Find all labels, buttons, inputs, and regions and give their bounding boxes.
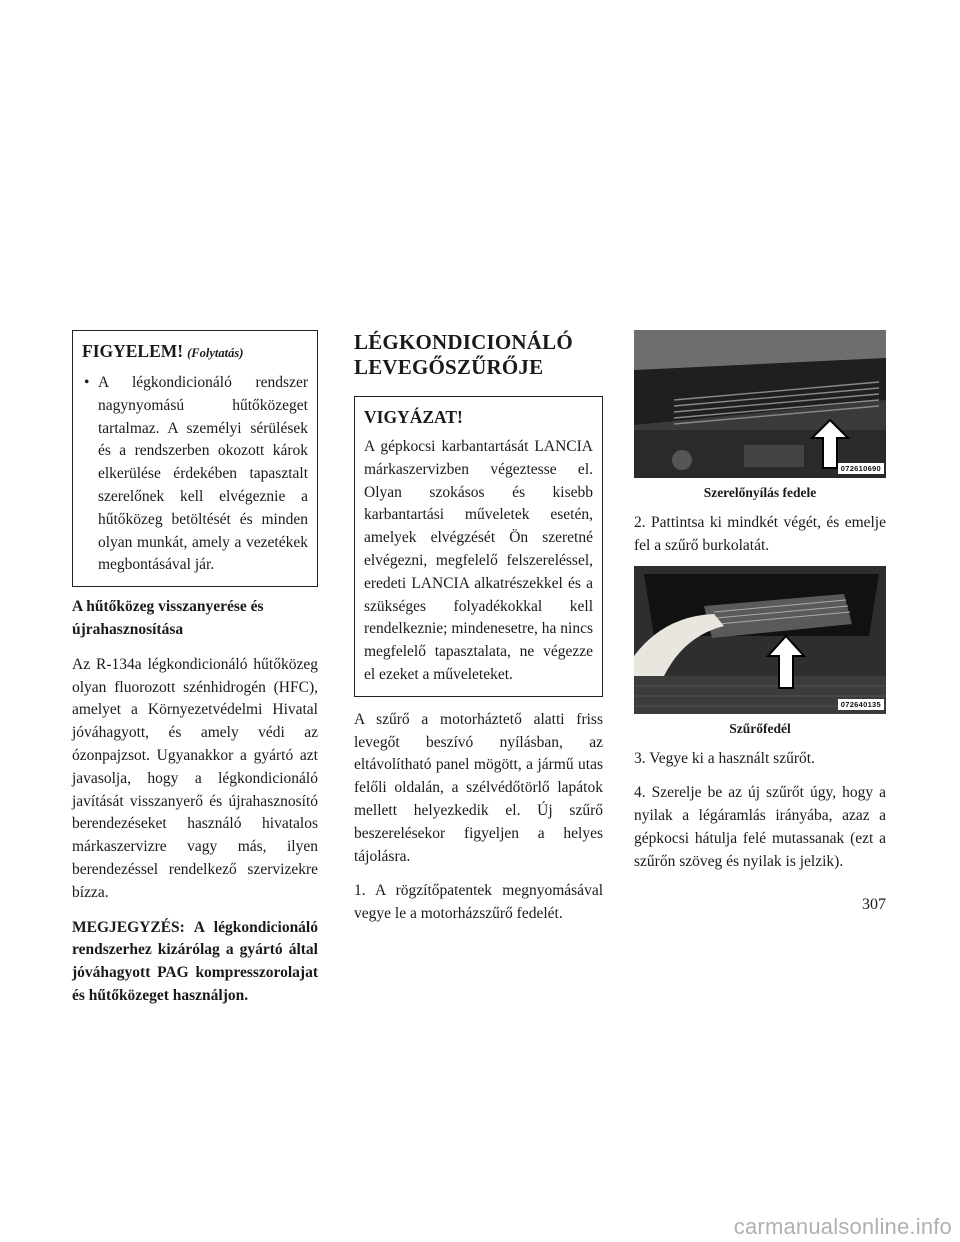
- caution-title: VIGYÁZAT!: [364, 407, 463, 427]
- warning-bullet: [82, 372, 308, 577]
- filter-cover-photo: [634, 566, 886, 714]
- warning-title: [82, 339, 308, 365]
- figure-code: 072610690: [838, 463, 884, 474]
- right-column: [634, 330, 886, 874]
- warning-title-text: FIGYELEM!: [82, 341, 184, 361]
- page-number: 307: [862, 896, 886, 913]
- recovery-note: MEGJEGYZÉS: A légkondicionáló rendszerhez kizárólag a gyártó által jóváhagyott PAG kompresszorolajat és hűtőközeget használjon.: [72, 918, 318, 1004]
- watermark: carmanualsonline.info: [733, 1214, 952, 1239]
- step-4: 4. Szerelje be az új szűrőt úgy, hogy a nyilak a légáramlás irányába, azaz a gépkocsi hátulja felé mutassanak (ezt a szűrőn szöveg és nyilak is jelzik).: [634, 784, 886, 870]
- arrow-up-icon: [766, 634, 806, 690]
- caution-box: [354, 396, 603, 697]
- figure-caption: Szűrőfedél: [729, 720, 791, 736]
- access-cover-photo: [634, 330, 886, 478]
- figure-code: 072640135: [838, 699, 884, 710]
- left-column: [72, 330, 318, 1008]
- step-2: 2. Pattintsa ki mindkét végét, és emelje fel a szűrő burkolatát.: [634, 514, 886, 554]
- figure-caption: Szerelőnyílás fedele: [703, 485, 817, 500]
- middle-column: [354, 330, 603, 926]
- caution-text: A gépkocsi karbantartását LANCIA márkaszervizben végeztesse el. Olyan szokásos és kisebb karbantartási műveletek esetén, amelyek elvégzését Ön szeretné elvégezni, megfelelő felszereléssel, eredeti LANCIA alkatrészekkel és a szükséges folyadékokkal kell rendelkeznie; mindenesetre, ha nincs megfelelő tapasztalata, ne végezze el ezeket a műveleteket.: [364, 438, 593, 683]
- recovery-paragraph: Az R-134a légkondicionáló hűtőközeg olyan fluorozott szénhidrogén (HFC), amelyet a Környezetvédelmi Hivatal jóváhagyott, és amely védi az ózonpajzsot. Ugyanakkor a gyártó azt javasolja, hogy a légkondicionáló javítását visszanyerő és újrahasznosító berendezéseket használó hivatalos márkaszervizre vagy más, ilyen berendezéssel rendelkező szervizekre bízza.: [72, 655, 318, 901]
- continued-label: (Folytatás): [187, 346, 244, 360]
- warning-box: [72, 330, 318, 587]
- bullet-dot: •: [84, 374, 90, 391]
- step-1: 1. A rögzítőpatentek megnyomásával vegye le a motorházszűrő fedelét.: [354, 882, 603, 923]
- recovery-heading: A hűtőközeg visszanyerése és újrahasznosítása: [72, 598, 264, 638]
- step-3: 3. Vegye ki a használt szűrőt.: [634, 749, 815, 767]
- warning-bullet-text: A légkondicionáló rendszer nagynyomású hűtőközeget tartalmaz. A személyi sérülések és a rendszerben okozott károk elkerülése érdekében tapasztalt szerelőnek kell elvégeznie a hűtőközeg betöltését és minden olyan munkát, amely a vezetékek megbontásával jár.: [98, 374, 308, 574]
- filter-location-text: A szűrő a motorháztető alatti friss levegőt beszívó nyílásban, az eltávolítható panel mögött, a jármű utas felőli oldalán, a szélvédőtörlő lapátok mellett helyezkedik el. Új szűrő beszerelésekor figyeljen a helyes tájolásra.: [354, 710, 603, 865]
- section-title: LÉGKONDICIONÁLÓ LEVEGŐSZŰRŐJE: [354, 330, 573, 379]
- filter-housing-illustration: [634, 566, 886, 714]
